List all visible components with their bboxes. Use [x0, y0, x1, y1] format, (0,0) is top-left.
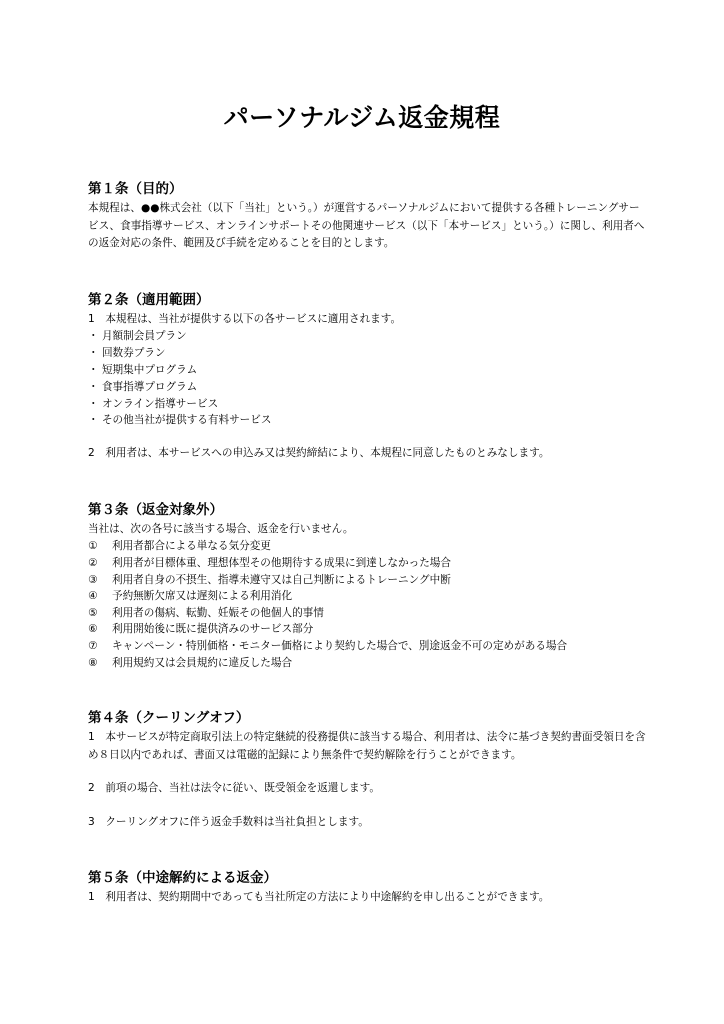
spacer — [88, 764, 648, 780]
document-title: パーソナルジム返金規程 — [223, 103, 501, 132]
list-item — [88, 588, 648, 605]
spacer — [88, 798, 648, 814]
list-item — [88, 538, 648, 555]
item-number: ⑦ — [88, 639, 98, 652]
list-item — [88, 605, 648, 622]
article-4-heading: 第４条（クーリングオフ） — [88, 710, 250, 727]
item-number: ① — [88, 540, 98, 553]
article-3-intro: 当社は、次の各号に該当する場合、返金を行いません。 — [88, 522, 354, 535]
article-1-heading: 第１条（目的） — [88, 181, 183, 197]
article-3 — [88, 499, 648, 671]
spacer — [88, 429, 648, 445]
spacer — [88, 831, 648, 867]
spacer — [88, 253, 648, 289]
item-number: ⑧ — [88, 656, 98, 669]
article-1-body: 本規程は、●●株式会社（以下「当社」という。）が運営するパーソナルジムにおいて提供する各種トレーニングサービス、食事指導サービス、オンラインサポートその他関連サービス（以下「本サービス」という。）に関し、利用者への返金対応の条件、範囲及び手続を定めることを目的とします。 — [88, 202, 645, 250]
article-4 — [88, 707, 648, 831]
article-4-paragraph-1: 1 本サービスが特定商取引法上の特定継続的役務提供に該当する場合、利用者は、法令に基づき契約書面受領日を含め８日以内であれば、書面又は電磁的記録により無条件で契約解除を行うことができます。 — [88, 731, 646, 761]
article-2-heading: 第２条（適用範囲） — [88, 291, 210, 308]
article-2-paragraph-1: 1 本規程は、当社が提供する以下の各サービスに適用されます。 — [88, 312, 402, 325]
list-item — [88, 621, 648, 638]
item-text: 利用規約又は会員規約に違反した場合 — [112, 656, 293, 669]
article-5-paragraph-1: 1 利用者は、契約期間中であっても当社所定の方法により中途解約を申し出ることができます。 — [88, 891, 550, 904]
spacer — [88, 671, 648, 707]
article-4-paragraph-2: 2 前項の場合、当社は法令に従い、既受領金を返還します。 — [88, 782, 380, 795]
list-item: ・ オンライン指導サービス — [88, 397, 219, 410]
list-item: ・ 食事指導プログラム — [88, 380, 198, 393]
article-5 — [88, 867, 648, 907]
item-number: ⑤ — [88, 606, 98, 619]
item-text: キャンペーン・特別価格・モニター価格により契約した場合で、別途返金不可の定めがある場合 — [112, 639, 568, 652]
document-body — [88, 178, 648, 907]
list-item: ・ 回数券プラン — [88, 347, 166, 360]
item-text: 利用者自身の不摂生、指導未遵守又は自己判断によるトレーニング中断 — [112, 573, 451, 586]
article-4-paragraph-3: 3 クーリングオフに伴う返金手数料は当社負担とします。 — [88, 815, 369, 828]
item-number: ④ — [88, 590, 98, 603]
item-text: 利用者の傷病、転勤、妊娠その他個人的事情 — [112, 606, 324, 619]
item-number: ③ — [88, 573, 98, 586]
item-number: ⑥ — [88, 623, 98, 636]
article-2-paragraph-2: 2 利用者は、本サービスへの申込み又は契約締結により、本規程に同意したものとみなします。 — [88, 447, 550, 460]
item-text: 利用者都合による単なる気分変更 — [112, 540, 271, 553]
article-3-heading: 第３条（返金対象外） — [88, 501, 223, 518]
list-item — [88, 655, 648, 672]
list-item: ・ 短期集中プログラム — [88, 363, 198, 376]
item-text: 利用開始後に既に提供済みのサービス部分 — [112, 623, 314, 636]
list-item: ・ 月額制会員プラン — [88, 330, 187, 343]
list-item — [88, 572, 648, 589]
list-item — [88, 555, 648, 572]
article-5-heading: 第５条（中途解約による返金） — [88, 870, 277, 887]
article-1 — [88, 178, 648, 253]
list-item — [88, 638, 648, 655]
article-2 — [88, 289, 648, 463]
item-text: 予約無断欠席又は遅刻による利用消化 — [112, 590, 293, 603]
item-number: ② — [88, 556, 98, 569]
list-item: ・ その他当社が提供する有料サービス — [88, 414, 272, 427]
item-text: 利用者が目標体重、理想体型その他期待する成果に到達しなかった場合 — [112, 556, 451, 569]
spacer — [88, 463, 648, 499]
